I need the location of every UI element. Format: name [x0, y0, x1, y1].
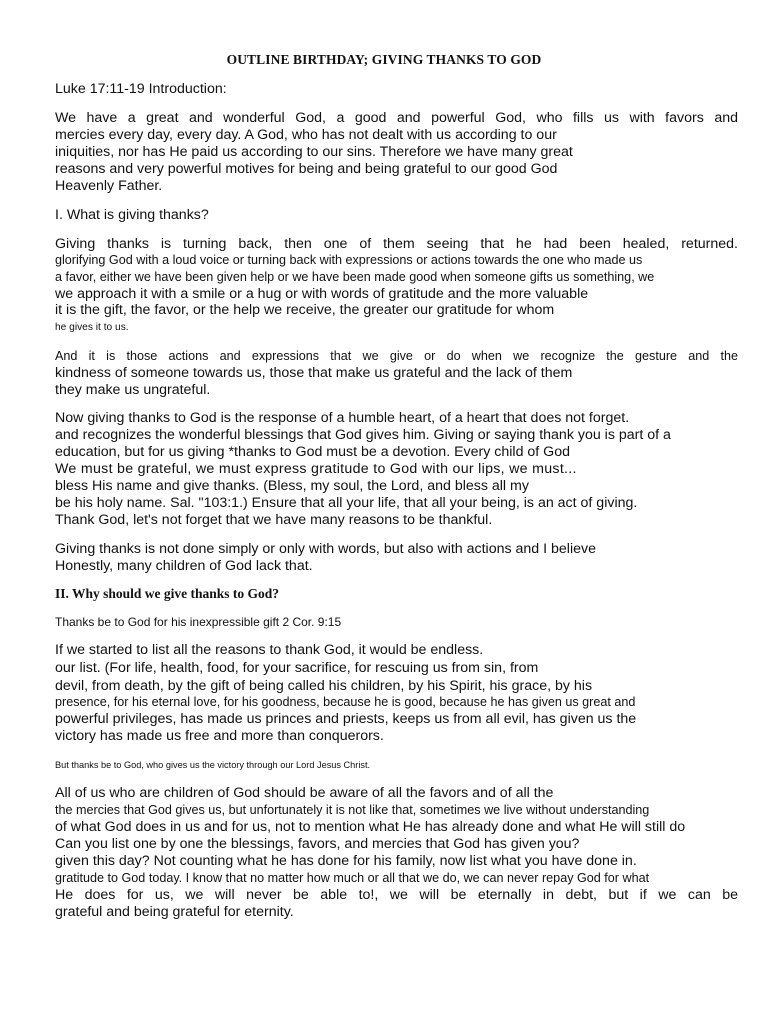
- body-line: Can you list one by one the blessings, favors, and mercies that God has given you?: [55, 836, 580, 852]
- scripture-quote: Thanks be to God for his inexpressible gift 2 Cor. 9:15: [55, 615, 342, 629]
- body-line: our list. (For life, health, food, for your sacrifice, for rescuing us from sin, from: [55, 660, 539, 676]
- intro-line: mercies every day, every day. A God, who has not dealt with us according to our: [55, 127, 557, 143]
- body-line: grateful and being grateful for eternity.: [55, 904, 294, 920]
- section-heading-1: I. What is giving thanks?: [55, 207, 209, 223]
- intro-line: We have a great and wonderful God, a good and powerful God, who fills us with favors and: [55, 110, 738, 126]
- document-title: OUTLINE BIRTHDAY; GIVING THANKS TO GOD: [226, 52, 542, 67]
- body-line: Giving thanks is not done simply or only with words, but also with actions and I believe: [55, 541, 596, 557]
- body-line: given this day? Not counting what he has done for his family, now list what you have done in.: [55, 853, 637, 869]
- body-line: He does for us, we will never be able to!, we will be eternally in debt, but if we can be: [55, 887, 738, 903]
- body-line: Thank God, let's not forget that we have many reasons to be thankful.: [55, 512, 493, 528]
- body-line: devil, from death, by the gift of being called his children, by his Spirit, his grace, by his: [55, 678, 593, 694]
- body-line: a favor, either we have been given help or we have been made good when someone gifts us something, we: [55, 270, 655, 284]
- body-line: the mercies that God gives us, but unfortunately it is not like that, sometimes we live without understanding: [55, 803, 650, 817]
- body-line: Giving thanks is turning back, then one of them seeing that he had been healed, returned.: [55, 236, 738, 252]
- section-heading-2: II. Why should we give thanks to God?: [55, 586, 280, 601]
- scripture-quote: But thanks be to God, who gives us the victory through our Lord Jesus Christ.: [55, 760, 371, 770]
- body-line: All of us who are children of God should be aware of all the favors and of all the: [55, 785, 554, 801]
- body-line: And it is those actions and expressions that we give or do when we recognize the gesture and the: [55, 349, 738, 363]
- body-line: they make us ungrateful.: [55, 382, 211, 398]
- body-line: be his holy name. Sal. "103:1.) Ensure that all your life, that all your being, is an act of giving.: [55, 495, 638, 511]
- body-line: and recognizes the wonderful blessings that God gives him. Giving or saying thank you is part of a: [55, 427, 671, 443]
- body-line: victory has made us free and more than conquerors.: [55, 728, 384, 744]
- body-line: he gives it to us.: [55, 322, 129, 333]
- body-line: Honestly, many children of God lack that.: [55, 558, 313, 574]
- body-line: kindness of someone towards us, those that make us grateful and the lack of them: [55, 365, 573, 381]
- body-line: powerful privileges, has made us princes and priests, keeps us from all evil, has given us the: [55, 711, 637, 727]
- body-line: bless His name and give thanks. (Bless, my soul, the Lord, and bless all my: [55, 478, 529, 494]
- intro-line: iniquities, nor has He paid us according to our sins. Therefore we have many great: [55, 144, 573, 160]
- body-line: If we started to list all the reasons to thank God, it would be endless.: [55, 642, 484, 658]
- body-line: we approach it with a smile or a hug or with words of gratitude and the more valuable: [55, 286, 589, 302]
- body-line: of what God does in us and for us, not to mention what He has already done and what He will still do: [55, 819, 686, 835]
- intro-line: reasons and very powerful motives for being and being grateful to our good God: [55, 161, 558, 177]
- body-line: glorifying God with a loud voice or turning back with expressions or actions towards the one who made us: [55, 253, 643, 267]
- body-line: We must be grateful, we must express gratitude to God with our lips, we must...: [55, 461, 577, 477]
- body-line: presence, for his eternal love, for his goodness, because he is good, because he has given us great and: [55, 695, 636, 709]
- intro-line: Heavenly Father.: [55, 178, 163, 194]
- body-line: Now giving thanks to God is the response of a humble heart, of a heart that does not forget.: [55, 410, 630, 426]
- scripture-reference: Luke 17:11-19 Introduction:: [55, 81, 227, 97]
- body-line: gratitude to God today. I know that no matter how much or all that we do, we can never repay God for what: [55, 871, 650, 885]
- body-line: it is the gift, the favor, or the help we receive, the greater our gratitude for whom: [55, 302, 555, 318]
- body-line: education, but for us giving *thanks to God must be a devotion. Every child of God: [55, 444, 570, 460]
